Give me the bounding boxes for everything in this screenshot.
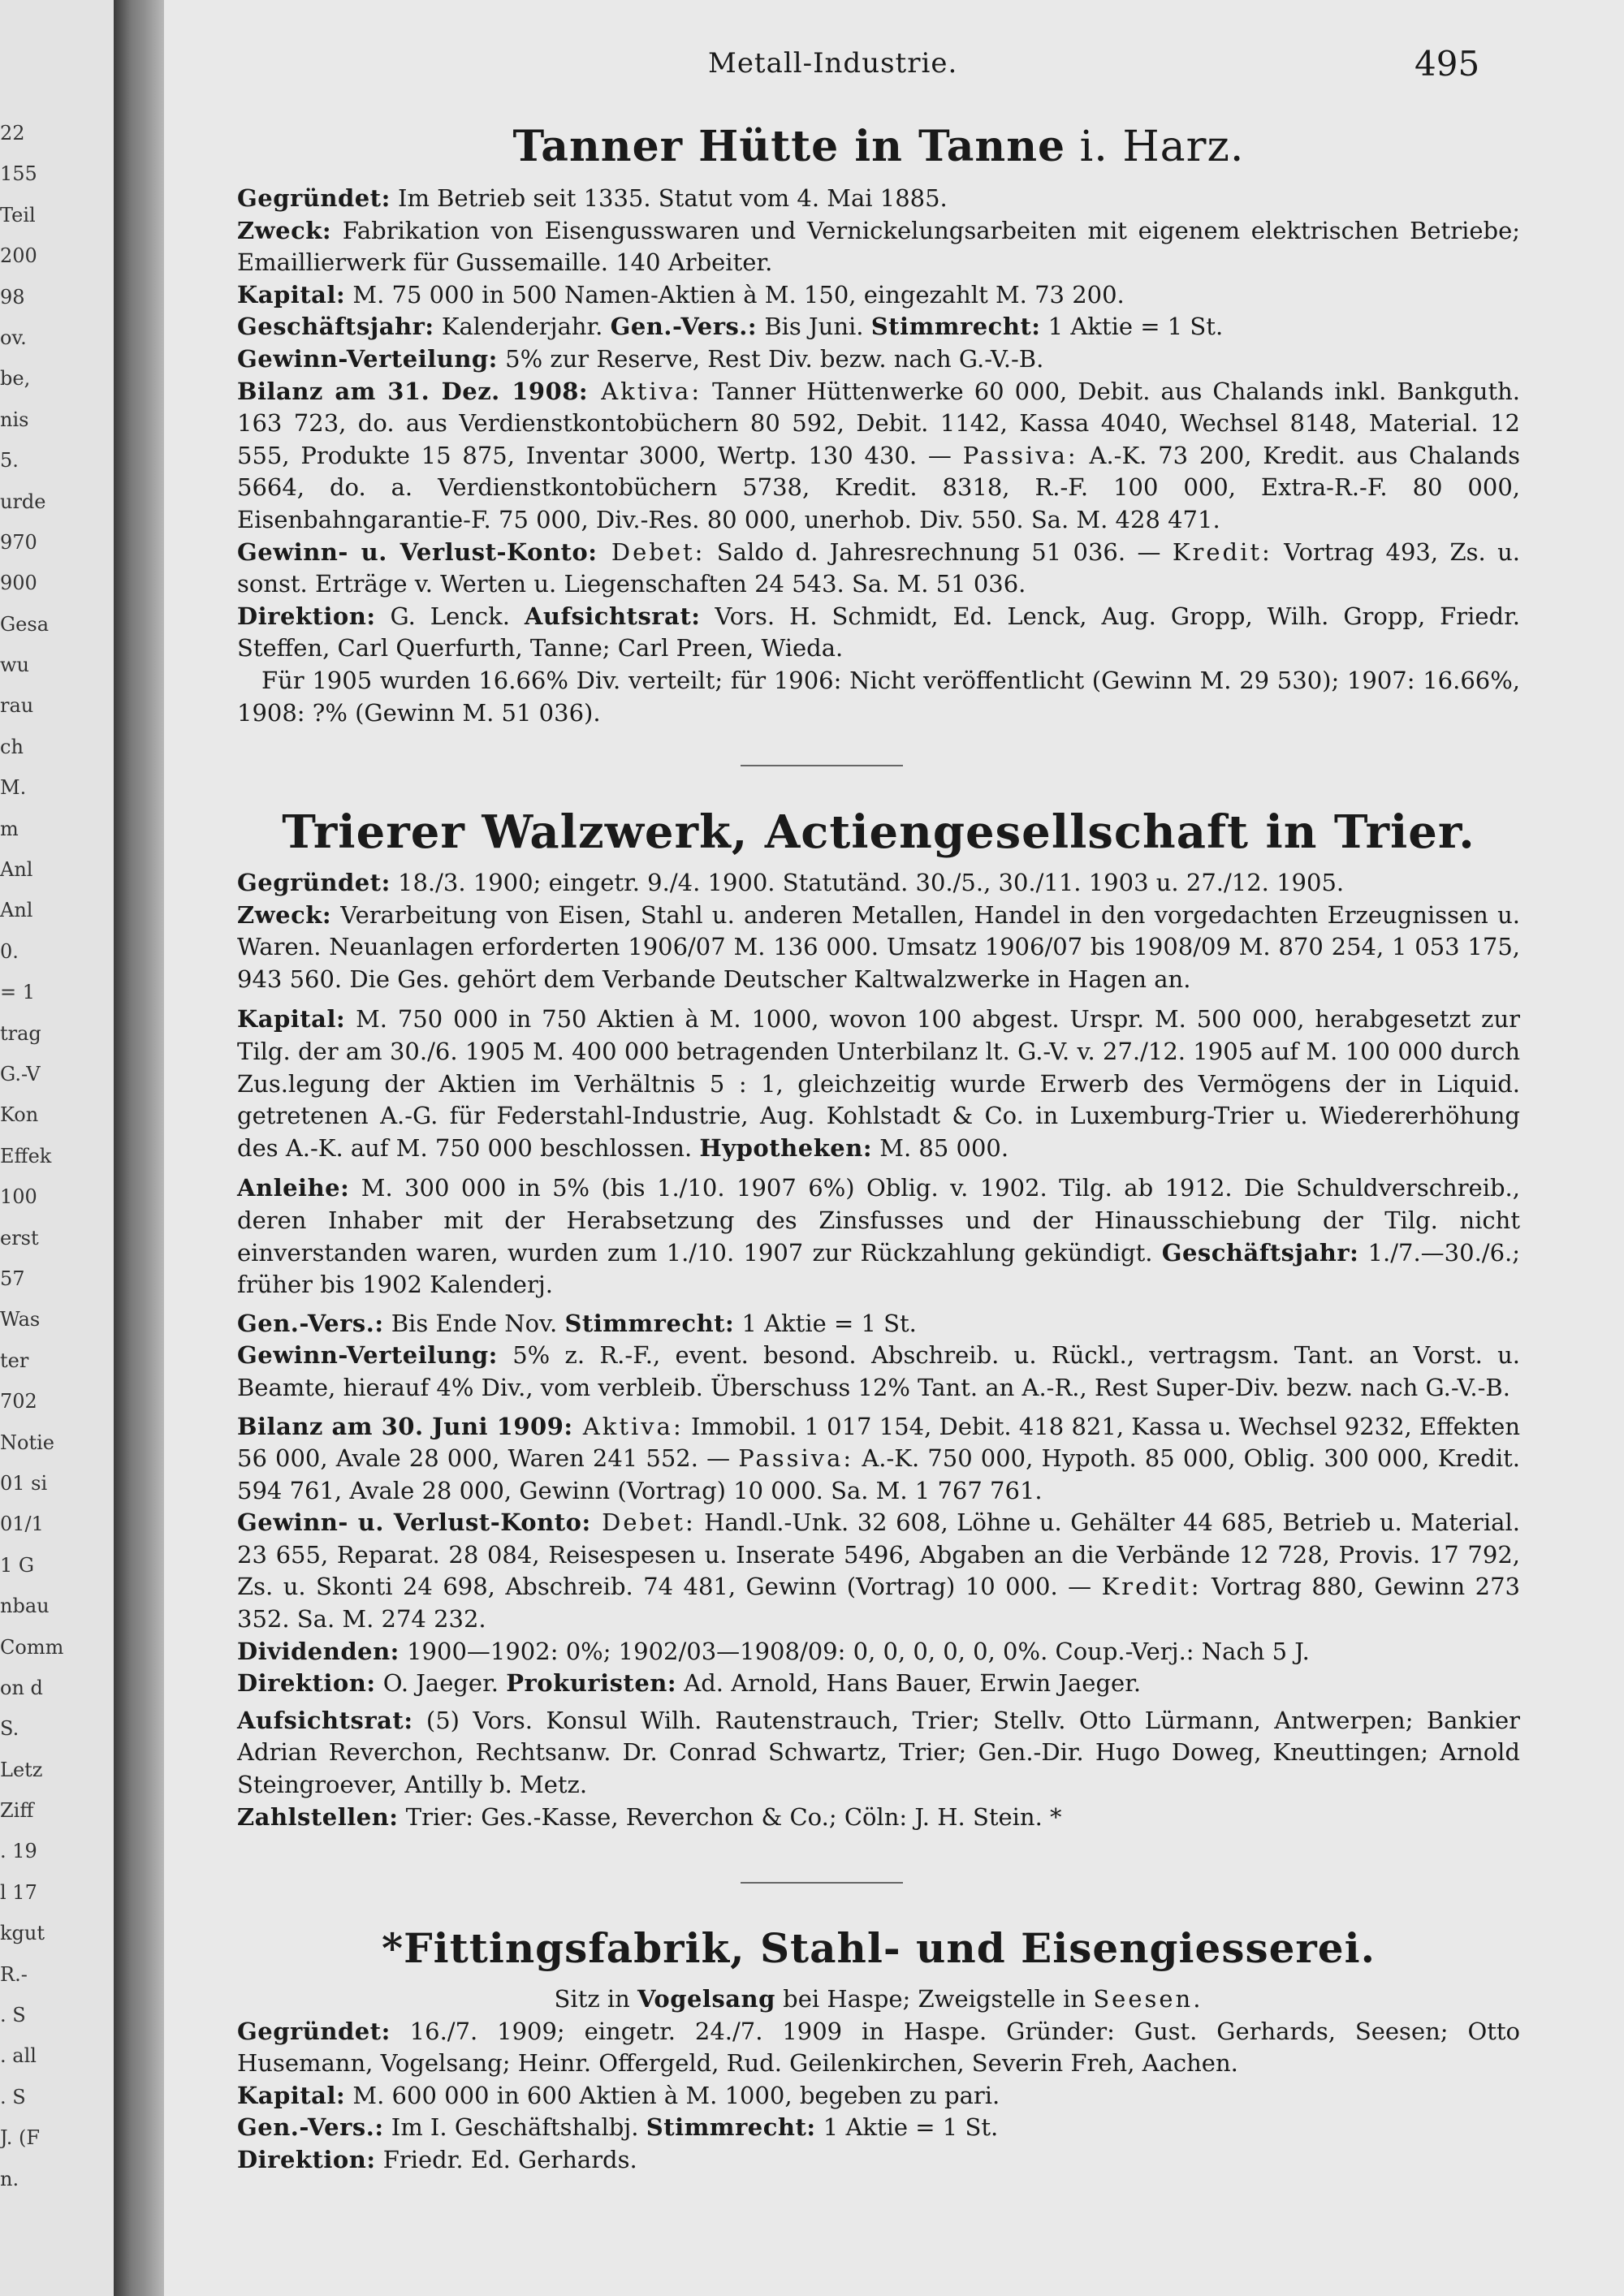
adjacent-page-text: . S — [0, 2085, 26, 2108]
adjacent-page-text: rau — [0, 694, 34, 718]
entry-paragraph: Anleihe: M. 300 000 in 5% (bis 1./10. 1907 6%) Oblig. v. 1902. Tilg. ab 1912. Die Schuldverschreib., deren Inhaber mit der Herabsetzung des Zinsfusses und der Hinausschiebung der Tilg. nicht einverstanden waren, wurden zum 1./10. 1907 zur Rückzahlung gekündigt. Geschäftsjahr: 1./7.—30./6.; früher bis 1902 Kalenderj. — [237, 1174, 1521, 1299]
section-title: *Fittingsfabrik, Stahl- und Eisengiesserei. — [382, 1924, 1376, 1972]
adjacent-page-text: M. — [0, 776, 27, 800]
adjacent-page-text: 01/1 — [0, 1513, 44, 1536]
adjacent-page-text: trag — [0, 1021, 41, 1045]
section-fittings — [237, 1924, 1520, 2177]
entry-paragraph: Aufsichtsrat: (5) Vors. Konsul Wilh. Rautenstrauch, Trier; Stellv. Otto Lürmann, Antwerpen; Bankier Adrian Reverchon, Rechtsanw. Dr. Conrad Schwartz, Trier; Gen.-Dir. Hugo Doweg, Kneuttingen; Arnold Steingroever, Antilly b. Metz. — [237, 1706, 1520, 1799]
entry-paragraph: Gewinn-Verteilung: 5% z. R.-F., event. besond. Abschreib. u. Rückl., vertragsm. Tant. an Vorst. u. Beamte, hierauf 4% Div., vom verbleib. Überschuss 12% Tant. an A.-R., Rest Super-Div. bezw. nach G.-V.-B. — [237, 1341, 1520, 1401]
entry-line: Kapital: M. 600 000 in 600 Aktien à M. 1000, begeben zu pari. — [237, 2081, 1000, 2109]
entry-paragraph: Gegründet: 16./7. 1909; eingetr. 24./7. 1909 in Haspe. Gründer: Gust. Gerhards, Seesen; Otto Husemann, Vogelsang; Heinr. Offergeld, Rud. Geilenkirchen, Severin Freh, Aachen. — [237, 2017, 1520, 2078]
entry-line: Sitz in Vogelsang bei Haspe; Zweigstelle in Seesen. — [554, 1985, 1203, 2013]
adjacent-page-text: 5. — [0, 449, 19, 473]
section-title: Trierer Walzwerk, Actiengesellschaft in Trier. — [282, 805, 1475, 859]
book-gutter — [114, 0, 164, 2296]
adjacent-page-text: 01 si — [0, 1471, 48, 1495]
entry-paragraph: Gewinn- u. Verlust-Konto: Debet: Saldo d. Jahresrechnung 51 036. — Kredit: Vortrag 493, Zs. u. sonst. Erträge v. Werten u. Liegenschaften 24 543. Sa. M. 51 036. — [237, 537, 1520, 598]
entry-line: Kapital: M. 75 000 in 500 Namen-Aktien à M. 150, eingezahlt M. 73 200. — [237, 280, 1125, 309]
adjacent-page-text: 1 G — [0, 1553, 35, 1577]
adjacent-page-text: Ziff — [0, 1799, 34, 1823]
adjacent-page-text: wu — [0, 654, 29, 677]
entry-line: Gegründet: 18./3. 1900; eingetr. 9./4. 1900. Statutänd. 30./5., 30./11. 1903 u. 27./12. 1905. — [237, 869, 1345, 896]
adjacent-page-text: kgut — [0, 1922, 45, 1945]
page-number: 495 — [1415, 44, 1480, 84]
adjacent-page-text: 900 — [0, 572, 37, 595]
adjacent-page-text: R.- — [0, 1962, 28, 1986]
adjacent-page-text: 98 — [0, 285, 25, 309]
entry-paragraph: Direktion: G. Lenck. Aufsichtsrat: Vors. H. Schmidt, Ed. Lenck, Aug. Gropp, Wilh. Gropp, Friedr. Steffen, Carl Querfurth, Tanne; Carl Preen, Wieda. — [237, 602, 1520, 662]
entry-paragraph: Zweck: Verarbeitung von Eisen, Stahl u. anderen Metallen, Handel in den vorgedachten Erzeugnissen u. Waren. Neuanlagen erforderten 1906/07 M. 136 000. Umsatz 1906/07 bis 1908/09 M. 870 254, 1 053 175, 943 560. Die Ges. gehört dem Verbande Deutscher Kaltwalzwerke in Hagen an. — [237, 900, 1520, 993]
entry-line: Gegründet: Im Betrieb seit 1335. Statut vom 4. Mai 1885. — [237, 184, 948, 212]
adjacent-page-text: = 1 — [0, 981, 36, 1004]
adjacent-page-text: Teil — [0, 203, 36, 227]
adjacent-page-text: Comm — [0, 1635, 64, 1659]
adjacent-page-text: be, — [0, 367, 31, 391]
adjacent-page-text: ch — [0, 735, 24, 758]
section-title: Tanner Hütte in Tanne i. Harz. — [512, 122, 1245, 171]
adjacent-page-text: ter — [0, 1349, 29, 1372]
adjacent-page-text: Anl — [0, 858, 33, 882]
page — [188, 0, 1624, 2296]
adjacent-page-text: 57 — [0, 1267, 25, 1290]
adjacent-page-text: Anl — [0, 899, 33, 922]
adjacent-page-text: Gesa — [0, 612, 49, 636]
section-trierer — [237, 805, 1520, 1833]
adjacent-page-text: G.-V — [0, 1063, 41, 1086]
adjacent-page-fragment — [0, 0, 118, 2296]
entry-line: Gewinn-Verteilung: 5% zur Reserve, Rest Div. bezw. nach G.-V.-B. — [237, 344, 1044, 373]
adjacent-page-text: 155 — [0, 162, 37, 186]
adjacent-page-text: 702 — [0, 1390, 37, 1413]
adjacent-page-text: Effek — [0, 1144, 52, 1167]
section-tanner — [237, 122, 1520, 729]
entry-line: Dividenden: 1900—1902: 0%; 1902/03—1908/09: 0, 0, 0, 0, 0, 0%. Coup.-Verj.: Nach 5 J. — [237, 1637, 1310, 1665]
entry-line: Geschäftsjahr: Kalenderjahr. Gen.-Vers.: Bis Juni. Stimmrecht: 1 Aktie = 1 St. — [237, 313, 1224, 341]
entry-paragraph: Kapital: M. 750 000 in 750 Aktien à M. 1000, wovon 100 abgest. Urspr. M. 500 000, herabgesetzt zur Tilg. der am 30./6. 1905 M. 400 000 betragenden Unterbilanz lt. G.-V. v. 27./12. 1905 auf M. 100 000 durch Zus.legung der Aktien im Verhältnis 5 : 1, gleichzeitig wurde Erwerb des Vermögens der in Liquid. getretenen A.-G. für Federstahl-Industrie, Aug. Kohlstadt & Co. in Luxemburg-Trier u. Wiedererhöhung des A.-K. auf M. 750 000 beschlossen. Hypotheken: M. 85 000. — [237, 1005, 1520, 1162]
entry-line: Gen.-Vers.: Bis Ende Nov. Stimmrecht: 1 Aktie = 1 St. — [237, 1309, 917, 1337]
adjacent-page-text: 970 — [0, 530, 37, 554]
adjacent-page-text: Notie — [0, 1431, 54, 1454]
entry-paragraph: Bilanz am 31. Dez. 1908: Aktiva: Tanner Hüttenwerke 60 000, Debit. aus Chalands inkl. Bankguth. 163 723, do. aus Verdienstkontobüchern 80 592, Debit. 1142, Kassa 4040, Wechsel 8148, Material. 12 555, Produkte 15 875, Inventar 3000, Wertp. 130 430. — Passiva: A.-K. 73 200, Kredit. aus Chalands 5664, do. a. Verdienstkontobüchern 5738, Kredit. 8318, R.-F. 100 000, Extra-R.-F. 80 000, Eisenbahngarantie-F. 75 000, Div.-Res. 80 000, unerhob. Div. 550. Sa. M. 428 471. — [237, 377, 1521, 533]
adjacent-page-text: nbau — [0, 1595, 50, 1618]
entry-paragraph: Gewinn- u. Verlust-Konto: Debet: Handl.-Unk. 32 608, Löhne u. Gehälter 44 685, Betrieb u. Material. 23 655, Reparat. 28 084, Reisespesen u. Inserate 5496, Abgaben an die Verbände 12 728, Provis. 17 792, Zs. u. Skonti 24 698, Abschreib. 74 481, Gewinn (Vortrag) 10 000. — Kredit: Vortrag 880, Gewinn 273 352. Sa. M. 274 232. — [237, 1508, 1520, 1634]
adjacent-page-text: . all — [0, 2044, 37, 2068]
adjacent-page-text: . S — [0, 2004, 26, 2027]
adjacent-page-text: Was — [0, 1308, 41, 1331]
entry-paragraph: Bilanz am 30. Juni 1909: Aktiva: Immobil. 1 017 154, Debit. 418 821, Kassa u. Wechsel 9232, Effekten 56 000, Avale 28 000, Waren 241 552. — Passiva: A.-K. 750 000, Hypoth. 85 000, Oblig. 300 000, Kredit. 594 761, Avale 28 000, Gewinn (Vortrag) 10 000. Sa. M. 1 767 761. — [237, 1412, 1520, 1504]
entry-line: Zweck: Fabrikation von Eisengusswaren und Vernickelungsarbeiten mit eigenem elektrischen Betriebe; Emaillierwerk für Gussemaille. 140 Arbeiter. — [237, 216, 1520, 277]
adjacent-page-text: . 19 — [0, 1840, 37, 1863]
adjacent-page-text: 22 — [0, 122, 25, 145]
adjacent-page-text: 200 — [0, 244, 37, 268]
adjacent-page-text: ov. — [0, 326, 27, 349]
adjacent-page-text: 100 — [0, 1185, 37, 1209]
page-header — [188, 44, 1488, 88]
adjacent-page-text: J. (F — [0, 2126, 41, 2150]
adjacent-page-text: Letz — [0, 1758, 43, 1781]
adjacent-page-text: S. — [0, 1717, 19, 1741]
adjacent-page-text: urde — [0, 490, 46, 513]
adjacent-page-text: nis — [0, 408, 29, 431]
adjacent-page-text: Kon — [0, 1103, 39, 1127]
adjacent-page-text: l 17 — [0, 1880, 37, 1904]
adjacent-page-text: m — [0, 817, 19, 840]
adjacent-page-text: n. — [0, 2167, 19, 2190]
entry-line: Zahlstellen: Trier: Ges.-Kasse, Reverchon & Co.; Cöln: J. H. Stein. * — [237, 1802, 1062, 1831]
adjacent-page-text: erst — [0, 1226, 39, 1249]
entry-paragraph: Für 1905 wurden 16.66% Div. verteilt; für 1906: Nicht veröffentlicht (Gewinn M. 29 530); 1907: 16.66%, 1908: ?% (Gewinn M. 51 036). — [237, 666, 1520, 727]
adjacent-page-text: 0. — [0, 939, 19, 963]
entry-line: Direktion: O. Jaeger. Prokuristen: Ad. Arnold, Hans Bauer, Erwin Jaeger. — [237, 1669, 1142, 1698]
running-title: Metall-Industrie. — [708, 47, 958, 80]
entry-line: Direktion: Friedr. Ed. Gerhards. — [237, 2145, 637, 2173]
entry-line: Gen.-Vers.: Im I. Geschäftshalbj. Stimmrecht: 1 Aktie = 1 St. — [237, 2113, 999, 2142]
section-divider — [741, 765, 903, 766]
section-divider — [741, 1882, 903, 1884]
adjacent-page-text: on d — [0, 1676, 43, 1699]
